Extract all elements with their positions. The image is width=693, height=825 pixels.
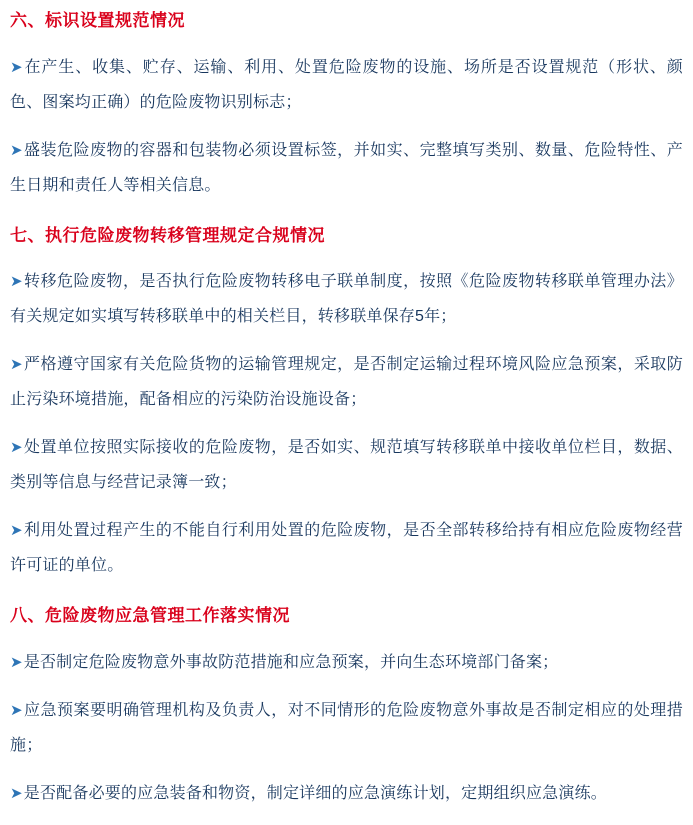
arrow-bullet-icon: ➤ [10,522,23,539]
arrow-bullet-icon: ➤ [10,273,23,290]
paragraph-text: 处置单位按照实际接收的危险废物，是否如实、规范填写转移联单中接收单位栏目，数据、类别等信息与经营记录簿一致； [10,439,683,491]
paragraph-text: 利用处置过程产生的不能自行利用处置的危险废物，是否全部转移给持有相应危险废物经营许可证的单位。 [10,522,683,574]
paragraph-text: 是否制定危险废物意外事故防范措施和应急预案，并向生态环境部门备案； [23,653,559,671]
arrow-bullet-icon: ➤ [10,653,23,671]
section-heading: 八、危险废物应急管理工作落实情况 [10,606,290,625]
paragraph-text: 在产生、收集、贮存、运输、利用、处置危险废物的设施、场所是否设置规范（形状、颜色、图案均正确）的危险废物识别标志； [10,58,683,111]
arrow-bullet-icon: ➤ [10,701,23,719]
paragraph-text: 应急预案要明确管理机构及负责人，对不同情形的危险废物意外事故是否制定相应的处理措施； [10,701,683,754]
arrow-bullet-icon: ➤ [10,784,23,802]
bullet-paragraph [10,264,683,334]
section-heading: 六、标识设置规范情况 [10,11,185,30]
bullet-paragraph [10,347,683,417]
paragraph-text: 盛装危险废物的容器和包装物必须设置标签，并如实、完整填写类别、数量、危险特性、产生日期和责任人等相关信息。 [10,141,683,194]
bullet-paragraph [10,430,683,500]
section-heading: 七、执行危险废物转移管理规定合规情况 [10,225,325,245]
bullet-paragraph [10,776,683,811]
section-emergency [10,603,683,811]
paragraph-text: 转移危险废物，是否执行危险废物转移电子联单制度，按照《危险废物转移联单管理办法》有关规定如实填写转移联单中的相关栏目，转移联单保存5年； [10,273,683,325]
arrow-bullet-icon: ➤ [10,141,23,159]
bullet-paragraph [10,693,683,763]
arrow-bullet-icon: ➤ [10,439,23,456]
arrow-bullet-icon: ➤ [10,58,23,76]
section-transfer [10,223,683,584]
section-labeling [10,8,683,203]
paragraph-text: 是否配备必要的应急装备和物资，制定详细的应急演练计划，定期组织应急演练。 [23,784,607,802]
bullet-paragraph [10,513,683,583]
bullet-paragraph [10,645,683,680]
arrow-bullet-icon: ➤ [10,356,23,373]
bullet-paragraph [10,50,683,120]
paragraph-text: 严格遵守国家有关危险货物的运输管理规定，是否制定运输过程环境风险应急预案，采取防止污染环境措施，配备相应的污染防治设施设备； [10,356,683,408]
bullet-paragraph [10,133,683,203]
